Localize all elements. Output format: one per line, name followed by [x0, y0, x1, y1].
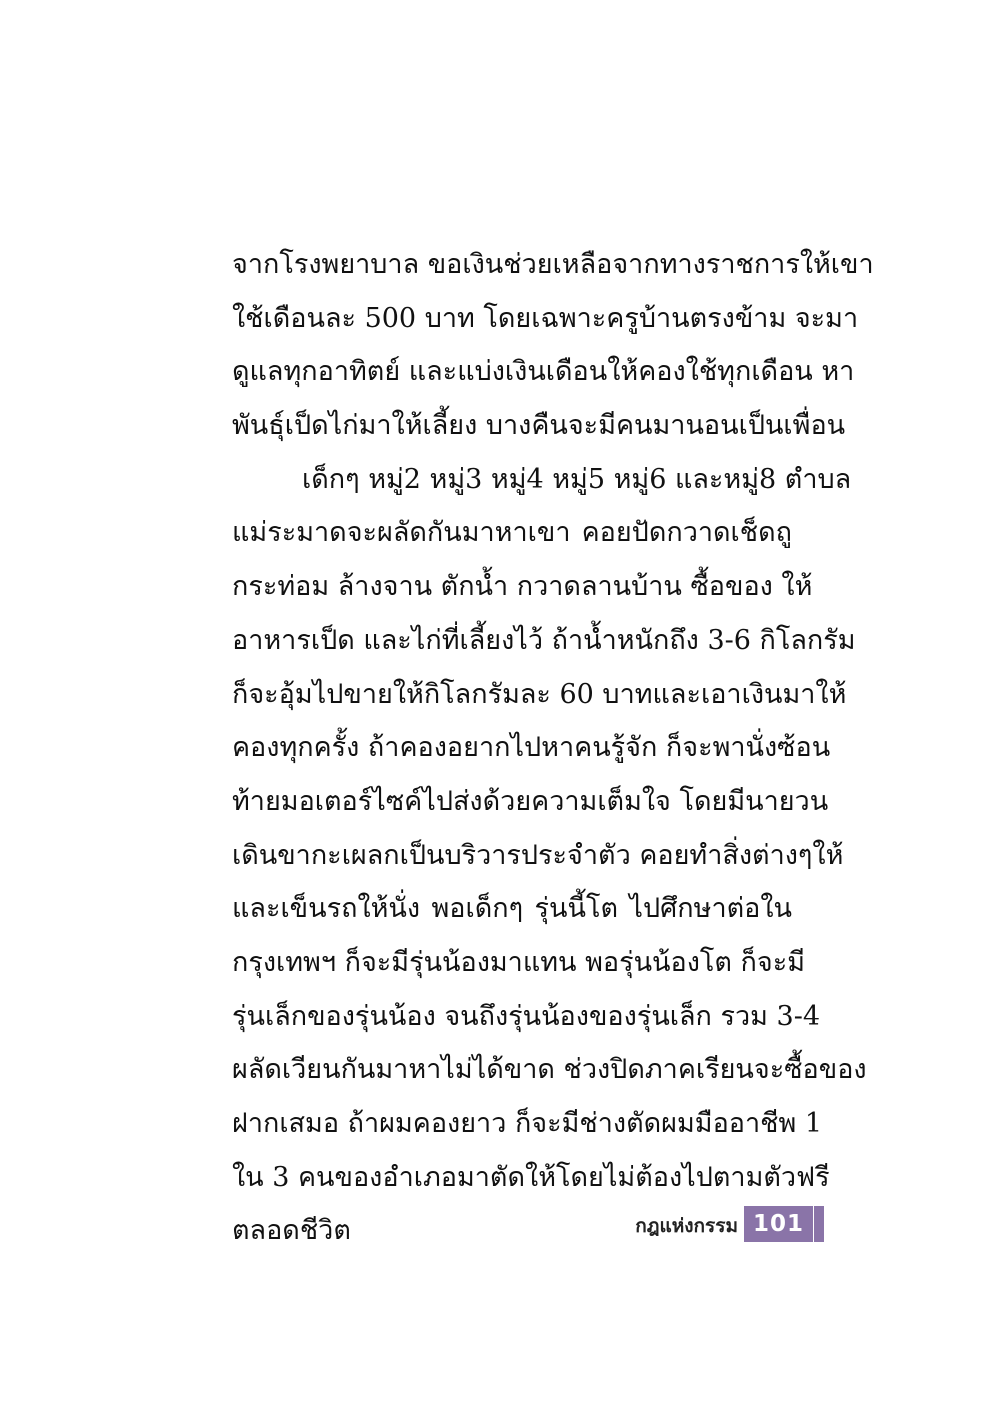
body-line: ฝากเสมอ ถ้าผมคองยาว ก็จะมีช่างตัดผมมืออาชีพ 1	[232, 1108, 823, 1139]
body-line: พันธุ์เป็ดไก่มาให้เลี้ยง บางคืนจะมีคนมานอนเป็นเพื่อน	[232, 410, 846, 442]
body-line: ก็จะอุ้มไปขายให้กิโลกรัมละ 60 บาทและเอาเงินมาให้	[232, 678, 847, 710]
body-line: ท้ายมอเตอร์ไซค์ไปส่งด้วยความเต็มใจ โดยมีนายวน	[232, 785, 829, 817]
running-title: กฎแห่งกรรม	[635, 1215, 738, 1237]
page-number-box	[744, 1206, 813, 1242]
body-line: และเข็นรถให้นั่ง พอเด็กๆ รุ่นนี้โต ไปศึกษาต่อใน	[232, 893, 792, 925]
body-line: ดูแลทุกอาทิตย์ และแบ่งเงินเดือนให้คองใช้ทุกเดือน หา	[232, 356, 855, 388]
body-line: กระท่อม ล้างจาน ตักน้ำ กวาดลานบ้าน ซื้อของ ให้	[232, 571, 813, 603]
body-line: ผลัดเวียนกันมาหาไม่ได้ขาด ช่วงปิดภาคเรียนจะซื้อของ	[232, 1054, 867, 1086]
body-line: ใช้เดือนละ 500 บาท โดยเฉพาะครูบ้านตรงข้าม จะมา	[232, 302, 859, 334]
page-number: 101	[752, 1211, 804, 1237]
body-line: กรุงเทพฯ ก็จะมีรุ่นน้องมาแทน พอรุ่นน้องโต ก็จะมี	[232, 946, 805, 978]
body-line: จากโรงพยาบาล ขอเงินช่วยเหลือจากทางราชการให้เขา	[232, 249, 874, 280]
body-line: รุ่นเล็กของรุ่นน้อง จนถึงรุ่นน้องของรุ่นเล็ก รวม 3-4	[232, 1000, 821, 1032]
body-line: แม่ระมาดจะผลัดกันมาหาเขา คอยปัดกวาดเช็ดถู	[232, 517, 792, 549]
body-line: อาหารเป็ด และไก่ที่เลี้ยงไว้ ถ้าน้ำหนักถึง 3-6 กิโลกรัม	[232, 624, 856, 656]
page-footer	[600, 1206, 830, 1242]
body-text	[232, 238, 874, 1258]
body-line-last: ตลอดชีวิต	[232, 1215, 351, 1247]
body-line: ใน 3 คนของอำเภอมาตัดให้โดยไม่ต้องไปตามตัวฟรี	[232, 1161, 830, 1193]
page-edge-bar	[814, 1206, 824, 1242]
body-line: คองทุกครั้ง ถ้าคองอยากไปหาคนรู้จัก ก็จะพานั่งซ้อน	[232, 732, 831, 764]
body-line: เดินขากะเผลกเป็นบริวารประจำตัว คอยทำสิ่งต่างๆให้	[232, 839, 844, 871]
body-line-paragraph-start: เด็กๆ หมู่2 หมู่3 หมู่4 หมู่5 หมู่6 และหมู่8 ตำบล	[302, 463, 852, 495]
